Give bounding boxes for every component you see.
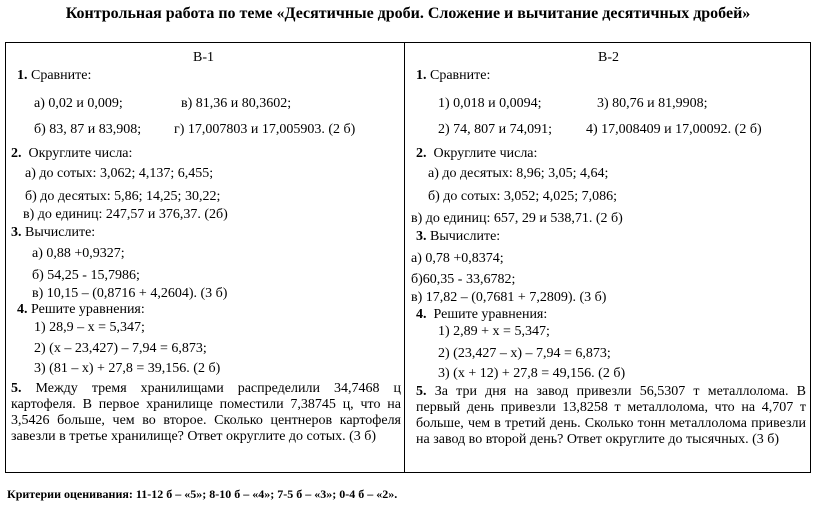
task-4-eq-1: 1) 28,9 – х = 5,347; bbox=[34, 320, 145, 335]
task-1-b: б) 83, 87 и 83,908; bbox=[34, 122, 142, 137]
task-label: Округлите числа: bbox=[28, 146, 133, 161]
task-2-a: а) до сотых: 3,062; 4,137; 6,455; bbox=[25, 166, 214, 181]
task-label: Решите уравнения: bbox=[31, 302, 145, 317]
task-3-heading bbox=[416, 229, 500, 245]
task-2-b: б) до десятых: 5,86; 14,25; 30,22; bbox=[25, 189, 221, 204]
task-1-b: 2) 74, 807 и 74,091; bbox=[438, 122, 553, 137]
task-4-eq-1: 1) 2,89 + х = 5,347; bbox=[438, 324, 550, 339]
task-label: Сравните: bbox=[430, 68, 491, 83]
task-number: 5. bbox=[416, 384, 427, 399]
column-divider bbox=[404, 42, 405, 473]
task-5-text bbox=[11, 381, 401, 445]
task-5-problem: Между тремя хранилищами распределили 34,7468 ц картофеля. В первое хранилище поместили 7,38745 ц, что на 3,5426 больше, чем во второе. Сколько центнеров картофеля завезли в третье хранилище? Ответ округлите до сотых. (3 б) bbox=[11, 381, 401, 444]
task-label: Вычислите: bbox=[25, 225, 96, 240]
task-3-v: в) 10,15 – (0,8716 + 4,2604). (3 б) bbox=[32, 286, 228, 301]
task-1-v: 3) 80,76 и 81,9908; bbox=[597, 96, 708, 111]
task-label: Сравните: bbox=[31, 68, 92, 83]
page-title: Контрольная работа по теме «Десятичные дроби. Сложение и вычитание десятичных дробей» bbox=[65, 5, 751, 22]
task-number: 3. bbox=[416, 229, 427, 244]
task-2-b: б) до сотых: 3,052; 4,025; 7,086; bbox=[428, 189, 618, 204]
variant-1-header: В-1 bbox=[193, 50, 214, 65]
task-4-heading bbox=[416, 307, 547, 323]
task-5-text bbox=[416, 384, 806, 448]
grading-criteria: Критерии оценивания: 11-12 б – «5»; 8-10 б – «4»; 7-5 б – «3»; 0-4 б – «2». bbox=[7, 487, 398, 501]
task-number: 3. bbox=[11, 225, 22, 240]
variant-2-header: В-2 bbox=[598, 50, 619, 65]
task-label: Округлите числа: bbox=[433, 146, 538, 161]
task-3-v: в) 17,82 – (0,7681 + 7,2809). (3 б) bbox=[411, 290, 607, 305]
task-2-heading bbox=[11, 146, 132, 162]
task-number: 1. bbox=[17, 68, 28, 83]
task-4-eq-3: 3) (х + 12) + 27,8 = 49,156. (2 б) bbox=[438, 366, 626, 381]
task-5-problem: За три дня на завод привезли 56,5307 т металлолома. В первый день привезли 13,8258 т металлолома, что на 4,707 т больше, чем в третий день. Сколько тонн металлолома привезли на завод во второй день? Ответ округлите до тысячных. (3 б) bbox=[416, 384, 807, 447]
task-1-heading bbox=[17, 68, 91, 84]
task-label: Решите уравнения: bbox=[433, 307, 548, 322]
task-number: 2. bbox=[11, 146, 22, 161]
task-1-a: 1) 0,018 и 0,0094; bbox=[438, 96, 542, 111]
task-number: 2. bbox=[416, 146, 427, 161]
task-1-v: в) 81,36 и 80,3602; bbox=[181, 96, 292, 111]
task-label: Вычислите: bbox=[430, 229, 501, 244]
task-4-eq-3: 3) (81 – х) + 27,8 = 39,156. (2 б) bbox=[34, 361, 221, 376]
task-number: 1. bbox=[416, 68, 427, 83]
task-4-heading bbox=[17, 302, 145, 318]
task-2-v: в) до единиц: 247,57 и 376,37. (2б) bbox=[23, 207, 228, 222]
task-4-eq-2: 2) (23,427 – х) – 7,94 = 6,873; bbox=[438, 346, 611, 361]
task-1-g: 4) 17,008409 и 17,00092. (2 б) bbox=[586, 122, 762, 137]
task-1-g: г) 17,007803 и 17,005903. (2 б) bbox=[174, 122, 356, 137]
task-2-a: а) до десятых: 8,96; 3,05; 4,64; bbox=[428, 166, 609, 181]
task-3-b: б)60,35 - 33,6782; bbox=[411, 272, 516, 287]
task-3-a: а) 0,78 +0,8374; bbox=[411, 251, 504, 266]
task-1-a: а) 0,02 и 0,009; bbox=[34, 96, 123, 111]
task-3-heading bbox=[11, 225, 95, 241]
task-2-heading bbox=[416, 146, 537, 162]
task-number: 4. bbox=[416, 307, 427, 322]
task-1-heading bbox=[416, 68, 490, 84]
task-number: 5. bbox=[11, 381, 22, 396]
task-3-a: а) 0,88 +0,9327; bbox=[32, 246, 125, 261]
task-2-v: в) до единиц: 657, 29 и 538,71. (2 б) bbox=[411, 211, 623, 226]
task-number: 4. bbox=[17, 302, 28, 317]
task-4-eq-2: 2) (х – 23,427) – 7,94 = 6,873; bbox=[34, 341, 207, 356]
task-3-b: б) 54,25 - 15,7986; bbox=[32, 268, 140, 283]
